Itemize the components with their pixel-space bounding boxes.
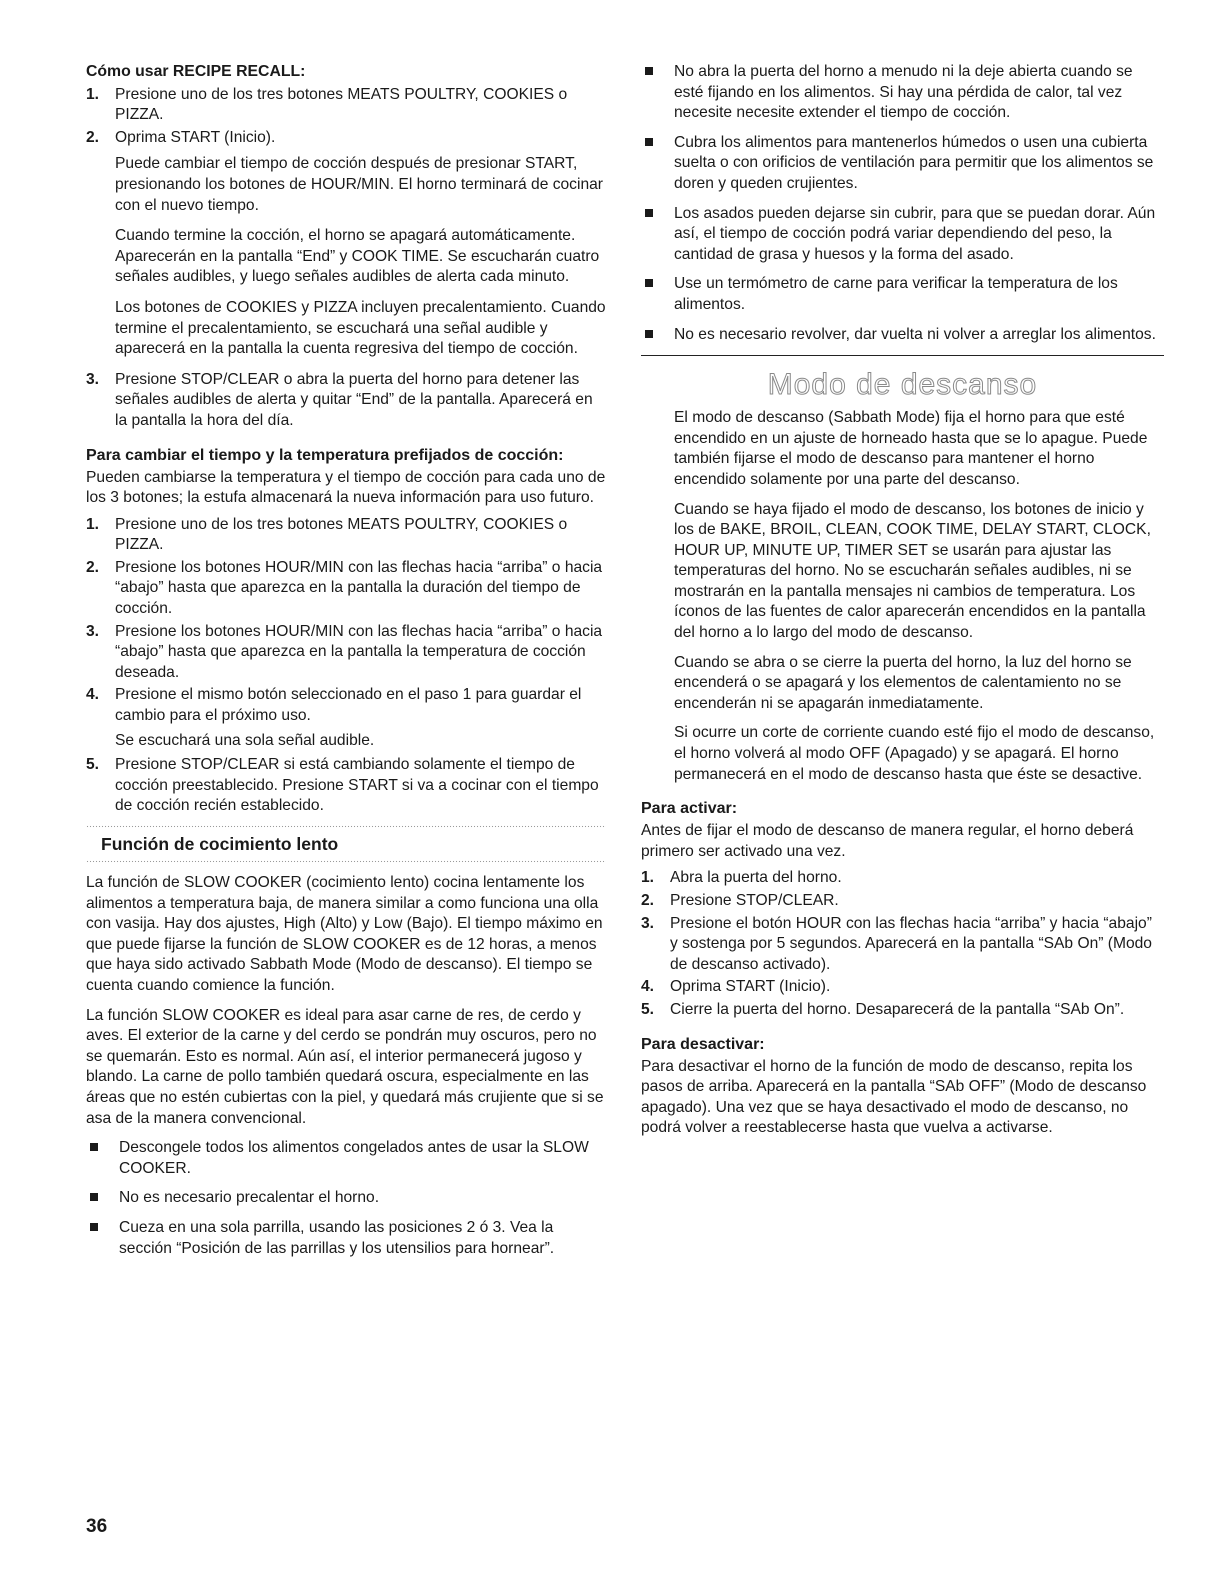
change-defaults-heading: Para cambiar el tiempo y la temperatura prefijados de cocción: (86, 446, 564, 464)
step-4-details (115, 731, 606, 752)
bullet-icon (86, 1188, 119, 1209)
step-item (86, 685, 606, 726)
left-column (86, 62, 606, 1268)
list-item (86, 1218, 606, 1259)
paragraph: Se escuchará una sola señal audible. (115, 731, 375, 749)
step-item (86, 558, 606, 620)
step-item (86, 85, 606, 126)
paragraph: La función de SLOW COOKER (cocimiento lento) cocina lentamente los alimentos a temperatura baja, de manera similar a como funciona una olla con vasija. Hay dos ajustes, High (Alto) y Low (Bajo). El tiempo máximo en que puede fijarse la función de SLOW COOKER es de 12 horas, a menos que haya sido activado Sabbath Mode (Modo de descanso). El tiempo se cuenta cuando comience la función. (86, 874, 603, 994)
list-item (641, 133, 1164, 195)
paragraph: La función SLOW COOKER es ideal para asar carne de res, de cerdo y aves. El exterior de la carne y del cerdo se pondrán muy oscuros, pero no se quemarán. Esto es normal. Aún así, el interior permanecerá jugoso y blando. La carne de pollo también quedará oscura, especialmente en las áreas que no estén cubiertas con la piel, y quedará más crujiente que si se asa de la manera convencional. (86, 1006, 604, 1127)
step-text: Oprima START (Inicio). (115, 128, 276, 146)
step-item (641, 1000, 1164, 1021)
step-number: 3. (86, 370, 100, 388)
step-number: 1. (86, 85, 100, 103)
step-number: 3. (641, 914, 655, 932)
step-number: 4. (86, 686, 100, 704)
step-text: Presione los botones HOUR/MIN con las flechas hacia “arriba” o hacia “abajo” hasta que aparezca en la pantalla la temperatura de cocción deseada. (115, 622, 603, 681)
step-item (86, 622, 606, 684)
bullet-icon (86, 1138, 119, 1179)
cooking-tips-list (641, 62, 1164, 345)
paragraph: Si ocurre un corte de corriente cuando esté fijo el modo de descanso, el horno volverá al modo OFF (Apagado) y se apagará. El horno permanecerá en el modo de descanso hasta que éste se desactive. (674, 724, 1155, 783)
paragraph: Para desactivar el horno de la función de modo de descanso, repita los pasos de arriba. Aparecerá en la pantalla “SAb OFF” (Modo de descanso apagado). Una vez que se haya desactivado el modo de descanso, no podrá volver a reestablecerse hasta que vuelva a activarse. (641, 1057, 1147, 1137)
list-item-text: Use un termómetro de carne para verificar la temperatura de los alimentos. (674, 275, 1118, 313)
step-text: Presione STOP/CLEAR. (670, 892, 839, 909)
step-text: Presione uno de los tres botones MEATS POULTRY, COOKIES o PIZZA. (115, 85, 568, 124)
list-item-text: Descongele todos los alimentos congelados antes de usar la SLOW COOKER. (119, 1139, 589, 1177)
step-item (86, 370, 606, 432)
step-number: 2. (86, 558, 100, 576)
page-number: 36 (86, 1516, 108, 1537)
step-item (86, 128, 606, 149)
paragraph: Cuando se abra o se cierre la puerta del horno, la luz del horno se encenderá o se apagará y los elementos de calentamiento no se encenderán ni se apagarán inmediatamente. (674, 653, 1132, 712)
bullet-icon (641, 325, 674, 346)
step-text: Oprima START (Inicio). (670, 978, 831, 996)
activate-heading: Para activar: (641, 800, 738, 818)
list-item-text: Los asados pueden dejarse sin cubrir, para que se puedan dorar. Aún así, el tiempo de cocción podrá variar dependiendo del peso, la cantidad de grasa y huesos y la forma del asado. (674, 204, 1156, 263)
step-2-details (115, 154, 606, 359)
step-item (86, 755, 606, 817)
slow-cooker-tips-list (86, 1138, 606, 1259)
list-item-text: No abra la puerta del horno a menudo ni la deje abierta cuando se esté fijando en los alimentos. Si hay una pérdida de calor, tal vez necesite necesite extender el tiempo de cocción. (674, 63, 1133, 122)
paragraph: El modo de descanso (Sabbath Mode) fija el horno para que esté encendido en un ajuste de horneado hasta que se lo apague. Puede también fijarse el modo de descanso para mantener el horno encendido solamente por una parte del descanso. (674, 409, 1148, 488)
recipe-recall-heading: Cómo usar RECIPE RECALL: (86, 63, 306, 80)
list-item (641, 274, 1164, 315)
step-item (641, 977, 1164, 998)
step-text: Presione el botón HOUR con las flechas hacia “arriba” y hacia “abajo” y sostenga por 5 segundos. Aparecerá en la pantalla “SAb On” (Modo de descanso activado). (670, 914, 1152, 973)
step-text: Presione los botones HOUR/MIN con las flechas hacia “arriba” o hacia “abajo” hasta que aparezca en la pantalla la duración del tiempo de cocción. (115, 558, 603, 618)
list-item-text: Cubra los alimentos para mantenerlos húmedos o usen una cubierta suelta o con orificios de ventilación para permitir que los alimentos se doren y queden crujientes. (674, 133, 1154, 192)
slow-cooker-heading: Función de cocimiento lento (101, 834, 339, 854)
paragraph: Cuando termine la cocción, el horno se apagará automáticamente. Aparecerán en la pantalla “End” y COOK TIME. Se escucharán cuatro señales audibles, y luego señales audibles de alerta cada minuto. (115, 227, 600, 286)
bullet-icon (641, 62, 674, 124)
paragraph: Los botones de COOKIES y PIZZA incluyen precalentamiento. Cuando termine el precalentamiento, se escuchará una señal audible y aparecerá en la pantalla la cuenta regresiva del tiempo de cocción. (115, 298, 606, 358)
paragraph: Pueden cambiarse la temperatura y el tiempo de cocción para cada uno de los 3 botones; la estufa almacenará la nueva información para uso futuro. (86, 468, 606, 507)
bullet-icon (641, 133, 674, 195)
step-text: Presione uno de los tres botones MEATS POULTRY, COOKIES o PIZZA. (115, 515, 568, 554)
list-item (641, 325, 1164, 346)
section-divider (641, 355, 1164, 356)
step-number: 2. (641, 892, 655, 909)
step-number: 3. (86, 622, 100, 640)
step-item (641, 868, 1164, 889)
step-number: 2. (86, 128, 100, 146)
step-number: 5. (86, 756, 100, 774)
step-number: 1. (86, 515, 100, 533)
step-text: Presione el mismo botón seleccionado en el paso 1 para guardar el cambio para el próximo uso. (115, 686, 582, 725)
list-item-text: No es necesario precalentar el horno. (119, 1189, 380, 1207)
step-number: 1. (641, 869, 655, 887)
step-text: Abra la puerta del horno. (670, 869, 842, 887)
sabbath-mode-title: Modo de descanso (767, 368, 1038, 402)
paragraph: Puede cambiar el tiempo de cocción después de presionar START, presionando los botones de HOUR/MIN. El horno terminará de cocinar con el nuevo tiempo. (115, 155, 603, 214)
step-item (86, 515, 606, 556)
bullet-icon (86, 1218, 119, 1259)
bullet-icon (641, 274, 674, 315)
sabbath-mode-body (641, 408, 1164, 785)
section-divider-bottom (86, 860, 606, 863)
list-item-text: No es necesario revolver, dar vuelta ni volver a arreglar los alimentos. (674, 325, 1156, 343)
step-text: Cierre la puerta del horno. Desaparecerá de la pantalla “SAb On”. (670, 1000, 1125, 1018)
step-text: Presione STOP/CLEAR si está cambiando solamente el tiempo de cocción preestablecido. Presione START si va a cocinar con el tiempo de cocción recién establecido. (115, 756, 599, 815)
step-number: 4. (641, 978, 655, 996)
deactivate-heading: Para desactivar: (641, 1035, 765, 1053)
right-column (641, 62, 1164, 1148)
list-item (86, 1138, 606, 1179)
list-item (86, 1188, 606, 1209)
step-text: Presione STOP/CLEAR o abra la puerta del horno para detener las señales audibles de alerta y quitar “End” de la pantalla. Aparecerá en la pantalla la hora del día. (115, 370, 593, 429)
paragraph: Cuando se haya fijado el modo de descanso, los botones de inicio y los de BAKE, BROIL, CLEAN, COOK TIME, DELAY START, CLOCK, HOUR UP, MINUTE UP, TIMER SET se usarán para ajustar las temperaturas del horno. No se escucharán señales audibles, ni se mostrarán en la pantalla mensajes ni cambios de temperatura. Los íconos de las fuentes de calor aparecerán encendidos en la pantalla del horno a lo largo del modo de descanso. (674, 500, 1151, 642)
list-item (641, 204, 1164, 266)
step-number: 5. (641, 1000, 655, 1018)
step-item (641, 891, 1164, 912)
list-item-text: Cueza en una sola parrilla, usando las posiciones 2 ó 3. Vea la sección “Posición de las parrillas y los utensilios para hornear”. (119, 1218, 555, 1257)
step-item (641, 914, 1164, 976)
list-item (641, 62, 1164, 124)
paragraph: Antes de fijar el modo de descanso de manera regular, el horno deberá primero ser activado una vez. (641, 822, 1134, 860)
bullet-icon (641, 204, 674, 266)
